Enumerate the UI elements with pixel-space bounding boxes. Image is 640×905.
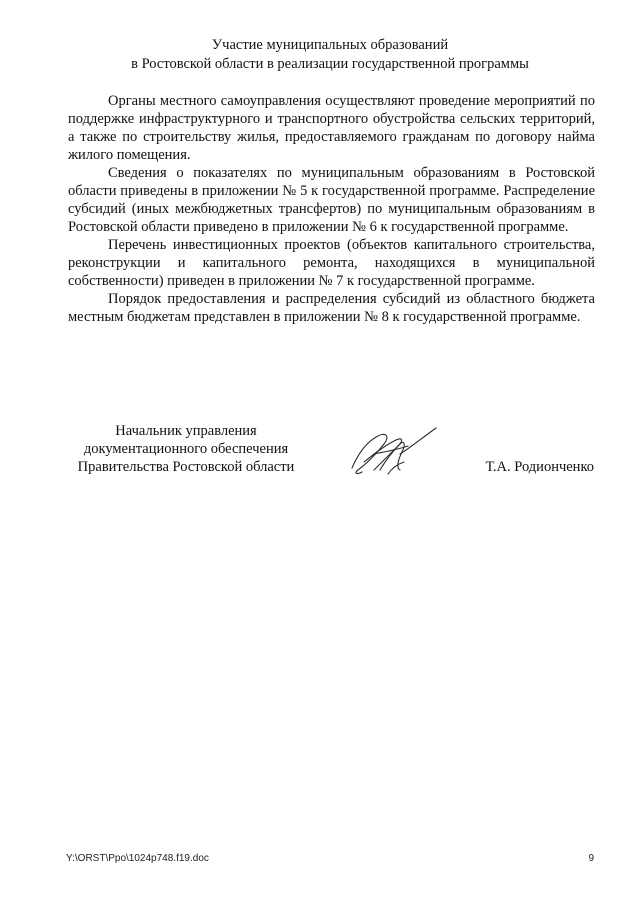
paragraph-4: Порядок предоставления и распределения субсидий из областного бюджета местным бюджетам представлен в приложении № 8 к государственной программе. <box>68 291 595 325</box>
document-body <box>68 92 595 326</box>
title-line-1: Участие муниципальных образований <box>211 37 449 53</box>
signatory-name: Т.А. Родионченко <box>485 459 594 475</box>
signature-icon <box>344 424 444 480</box>
position-line-1: Начальник управления <box>115 423 257 439</box>
signatory-position <box>66 422 306 476</box>
section-title <box>60 36 600 74</box>
title-line-2: в Ростовской области в реализации государственной программы <box>131 56 529 72</box>
paragraph-3: Перечень инвестиционных проектов (объектов капитального строительства, реконструкции и капитального ремонта, находящихся в муниципальной собственности) приведен в приложении № 7 к государственной программе. <box>68 237 595 289</box>
position-line-3: Правительства Ростовской области <box>77 459 295 475</box>
paragraph-1: Органы местного самоуправления осуществляют проведение мероприятий по поддержке инфраструктурного и транспортного обустройства сельских территорий, а также по строительству жилья, предоставляемого гражданам по договору найма жилого помещения. <box>68 93 595 163</box>
file-path: Y:\ORST\Ppo\1024p748.f19.doc <box>66 853 209 864</box>
paragraph-2: Сведения о показателях по муниципальным образованиям в Ростовской области приведены в приложении № 5 к государственной программе. Распределение субсидий (иных межбюджетных трансфертов) по муниципальным образованиям в Ростовской области приведено в приложении № 6 к государственной программе. <box>68 165 595 235</box>
position-line-2: документационного обеспечения <box>83 441 289 457</box>
page-number: 9 <box>588 853 594 864</box>
